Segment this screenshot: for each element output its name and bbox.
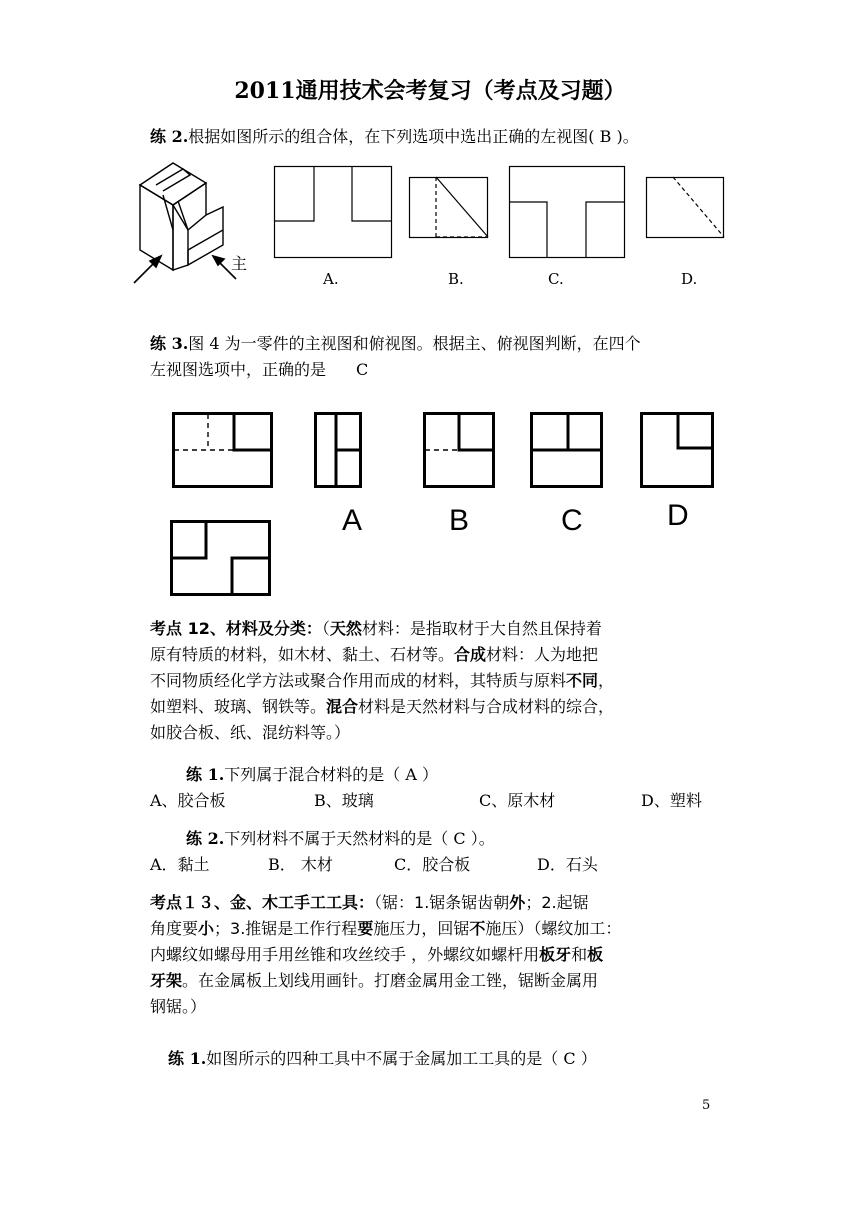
question-label: 练 1. <box>186 765 225 784</box>
text: 材料是天然材料与合成材料的综合， <box>358 697 615 716</box>
text: ， <box>598 671 615 690</box>
p2-option-d: D．石头 <box>537 855 598 874</box>
lian3-option-c-drawing <box>530 412 603 488</box>
text: 材料：是指取材于大自然且保持着 <box>361 619 602 638</box>
lian3-option-c-label: C <box>561 504 583 537</box>
question-lian3-line1 <box>150 331 641 354</box>
section-heading: 考点 12、材料及分类： <box>150 619 322 638</box>
emphasis-text: 外 <box>509 893 526 912</box>
p2-option-b: B． 木材 <box>268 855 333 874</box>
emphasis-text: 合成 <box>454 645 487 664</box>
option-c-label: C. <box>548 270 564 288</box>
question-text: 下列属于混合材料的是（ A ） <box>224 765 439 784</box>
text: 施压）（螺纹加工： <box>485 919 622 938</box>
practice-3 <box>168 1046 597 1069</box>
text: 如塑料、玻璃、钢铁等。 <box>150 697 327 716</box>
p1-option-c: C、原木材 <box>479 791 556 810</box>
question-label: 练 3. <box>150 334 189 353</box>
text: ；2.起锯 <box>525 893 589 912</box>
kaodian12-line1 <box>150 616 602 639</box>
p1-option-b: B、玻璃 <box>314 791 374 810</box>
kaodian12-line2 <box>150 642 598 665</box>
option-c-drawing <box>509 166 625 258</box>
top-view-drawing <box>170 520 271 596</box>
front-view-drawing <box>172 412 274 488</box>
question-label: 练 2. <box>186 829 225 848</box>
p2-option-a: A．黏土 <box>150 855 210 874</box>
question-label: 练 2. <box>150 127 189 146</box>
lian3-option-a-label: A <box>342 504 363 537</box>
section-heading: 考点１３、金、木工手工工具： <box>150 893 375 912</box>
text: 。在金属板上划线用画针。打磨金属用金工锉，锯断金属用 <box>182 971 599 990</box>
practice-1 <box>186 762 438 785</box>
lian3-option-a-drawing <box>314 412 362 488</box>
lian3-option-b-label: B <box>449 504 470 537</box>
option-b-drawing <box>409 177 488 238</box>
kaodian13-line1 <box>150 890 589 913</box>
practice-2 <box>186 826 495 849</box>
option-a-label: A. <box>323 270 339 288</box>
answer-text: C <box>356 360 369 379</box>
text: 材料：人为地把 <box>486 645 599 664</box>
text: 原有特质的材料，如木材、黏土、石材等。 <box>150 645 455 664</box>
question-lian2 <box>150 124 639 147</box>
text: 和 <box>571 945 588 964</box>
kaodian12-line3 <box>150 668 614 691</box>
emphasis-text: 牙架 <box>150 971 183 990</box>
question-text: 下列材料不属于天然材料的是（ C ）。 <box>224 829 495 848</box>
option-b-label: B. <box>448 270 464 288</box>
text: 内螺纹如螺母用手用丝锥和攻丝绞手 ，外螺纹如螺杆用 <box>150 945 540 964</box>
emphasis-text: 不 <box>469 919 486 938</box>
text: 角度要 <box>150 919 199 938</box>
kaodian12-line5: 如胶合板、纸、混纺料等。） <box>150 723 351 742</box>
question-text: 图 4 为一零件的主视图和俯视图。根据主、俯视图判断，在四个 <box>188 334 641 353</box>
text: （ <box>321 619 330 638</box>
emphasis-text: 混合 <box>326 697 359 716</box>
question-text: 根据如图所示的组合体，在下列选项中选出正确的左视图( B )。 <box>188 127 639 146</box>
kaodian12-line4 <box>150 694 614 717</box>
page-title: 2011通用技术会考复习（考点及习题） <box>234 78 626 104</box>
question-label: 练 1. <box>168 1049 207 1068</box>
main-view-label: 主 <box>231 254 248 273</box>
question-text-2: 左视图选项中，正确的是 <box>150 360 327 379</box>
text: （锯：1.锯条锯齿朝 <box>374 893 510 912</box>
kaodian13-line2 <box>150 916 621 939</box>
p2-option-c: C．胶合板 <box>394 855 471 874</box>
kaodian13-line3 <box>150 942 603 965</box>
question-lian3-line2 <box>150 357 368 380</box>
text: 不同物质经化学方法或聚合作用而成的材料，其特质与原料 <box>150 671 567 690</box>
lian3-option-d-label: D <box>667 499 689 532</box>
emphasis-text: 小 <box>198 919 215 938</box>
kaodian13-line4 <box>150 968 598 991</box>
emphasis-text: 要 <box>357 919 374 938</box>
p1-option-a: A、胶合板 <box>150 791 226 810</box>
text: 施压力，回锯 <box>373 919 470 938</box>
p1-option-d: D、塑料 <box>641 791 702 810</box>
page-number: 5 <box>702 1098 711 1113</box>
option-d-drawing <box>646 177 724 238</box>
option-a-drawing <box>274 166 392 258</box>
question-text: 如图所示的四种工具中不属于金属加工工具的是（ C ） <box>206 1049 597 1068</box>
option-d-label: D. <box>681 270 698 288</box>
emphasis-text: 板 <box>587 945 604 964</box>
emphasis-text: 天然 <box>329 619 362 638</box>
lian3-option-d-drawing <box>640 412 714 488</box>
kaodian13-line5: 钢锯。） <box>150 997 207 1016</box>
emphasis-text: 板牙 <box>539 945 572 964</box>
lian3-option-b-drawing <box>423 412 495 488</box>
emphasis-text: 不同 <box>566 671 599 690</box>
text: ；3.推锯是工作行程 <box>214 919 358 938</box>
